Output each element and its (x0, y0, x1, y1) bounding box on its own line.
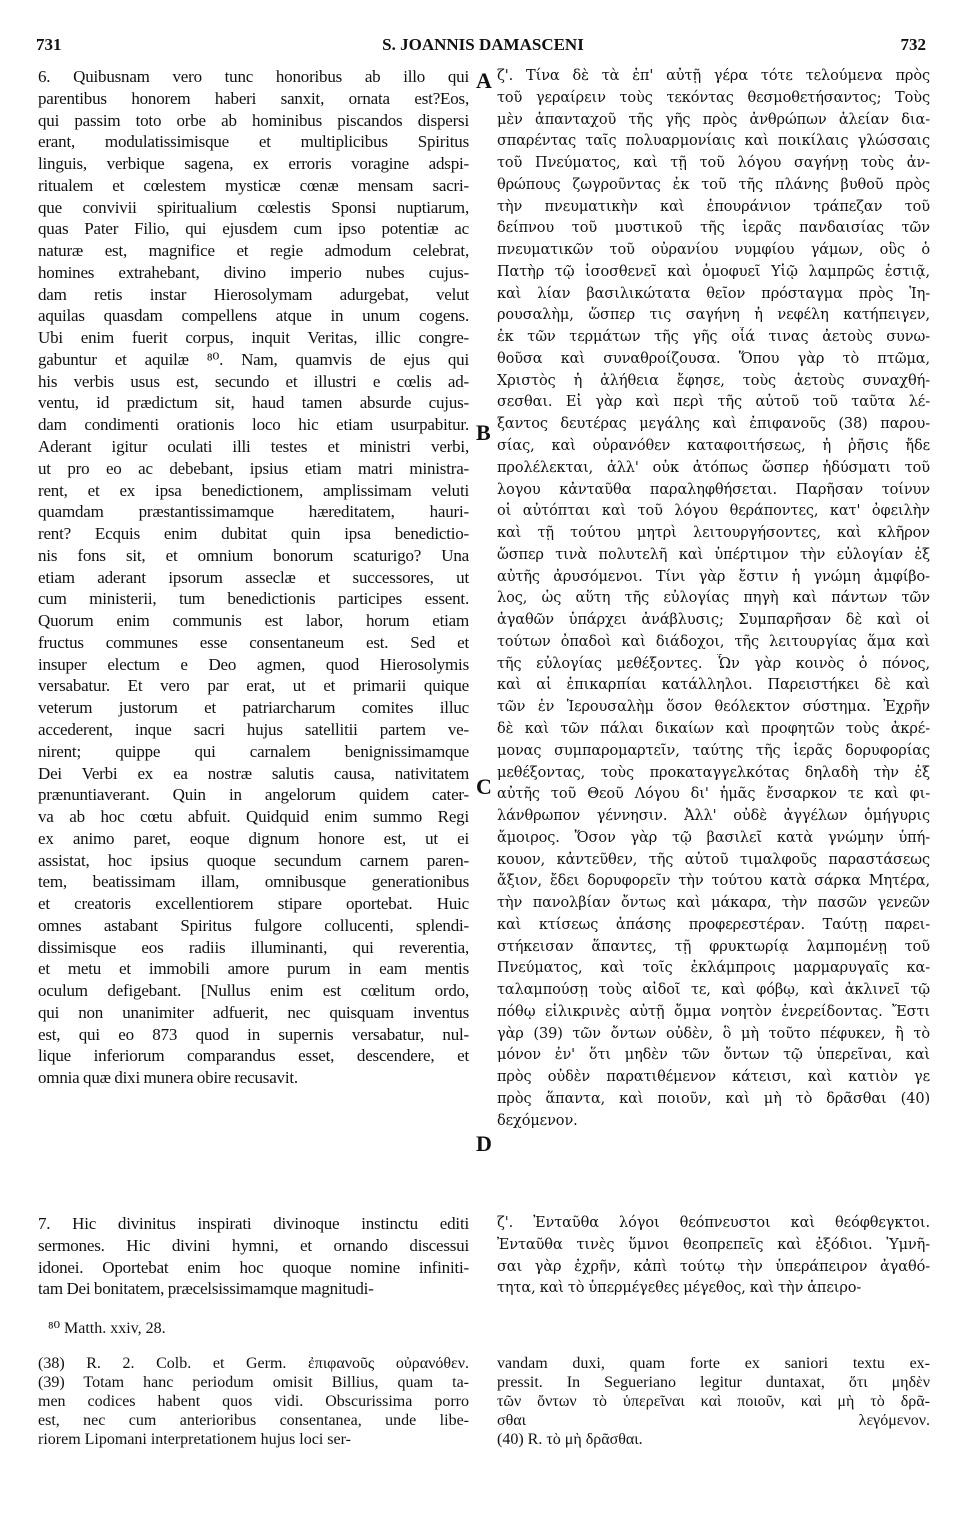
greek-text-line: μὲν ἁπανταχοῦ τῆς γῆς πρὸς ἀνθρώπων ἁλείαν δια- (497, 111, 930, 128)
latin-text-line: oculum defigebant. [Nullus enim est cœlitum ordo, (38, 981, 469, 1001)
latin-text-line: ventu, id prædictum sit, haud tamen absurde cujus- (38, 393, 469, 413)
greek-text-line: ἀγαθῶν ὑπάρχει ἀνάβλυσις; Συμπαρῆσαν δὲ καὶ οἱ (497, 612, 930, 629)
latin-text-line: va ab hoc cœtu abfuit. Quidquid enim summo Regi (38, 807, 469, 827)
note-line: est, nec cum anterioribus consentanea, unde libe- (38, 1412, 469, 1429)
latin-text-line: fructus communes esse consentaneum est. Sed et (38, 632, 469, 652)
greek-section-7 (497, 1213, 930, 1300)
greek-text-line: λος, ὡς αὕτη τῆς εὐλογίας πηγὴ καὶ πάντων τῶν (497, 590, 930, 607)
greek-text-line: ἄμοιρος. Ὅσον γὰρ τῷ βασιλεῖ κατὰ γνώμην ὑπή- (497, 829, 930, 846)
latin-text-line: est, qui eo 873 quod in supernis versabatur, nul- (38, 1024, 469, 1044)
latin-text-line: gabuntur et aquilæ ⁸⁰. Nam, quamvis de ejus qui (38, 349, 469, 369)
greek-text-line: δὲ καὶ τῶν πάλαι δικαίων καὶ προφητῶν τοὺς ἀκρέ- (497, 720, 930, 737)
running-title: S. JOANNIS DAMASCENI (382, 35, 584, 54)
latin-text-line: et creatoris excellentiorem stipare oportebat. Huic (38, 894, 469, 914)
latin-section-7 (38, 1213, 469, 1300)
note-line: riorem Lipomani interpretationem hujus loci ser- (38, 1431, 351, 1448)
greek-text-line: αὐτῆς ἀρυσόμενοι. Τίνι γὰρ ἔστιν ἡ γνώμη ἀμφίβο- (497, 568, 930, 585)
greek-text-line: ζ'. Τίνα δὲ τὰ ἐπ' αὐτῇ γέρα τότε τελούμενα πρὸς (497, 68, 930, 84)
greek-text-line: Πνεύματος, καὶ τοῖς ἐκλάμπροις μαρμαρυγαῖς κα- (497, 960, 930, 977)
note-line: (40) R. τὸ μὴ δρᾶσθαι. (497, 1431, 643, 1448)
latin-text-line: linguis, verbique sagena, ex erroris voragine adspi- (38, 154, 469, 174)
latin-text-line: Ubi enim fuerit corpus, inquit Veritas, illic congre- (38, 328, 469, 348)
latin-text-line: naturæ est, magnifice et regie admodum celebrat, (38, 241, 469, 261)
margin-marker-b: B (476, 420, 491, 445)
latin-text-line: veterum justorum et patriarcharum comites illuc (38, 698, 469, 718)
greek-text-line: λάνθρωπον γέννησιν. Ἀλλ' οὐδὲ ἀγγέλων ὁμήγυρις (497, 808, 930, 825)
greek-text-line: μονας συμπαρομαρτεῖν, ταύτης τῆς ἱερᾶς δορυφορίας (497, 742, 930, 759)
greek-text-line: ρουσαλὴμ, ὥσπερ τις σαγήνη ἡ νεφέλη κατήπειγεν, (497, 307, 930, 324)
latin-text-line: etiam aderant ipsorum asseclæ et successores, ut (38, 567, 469, 587)
right-page-number: 732 (900, 35, 926, 54)
latin-text-line: dam retis instar Hierosolymam adurgebat, velut (38, 284, 469, 304)
greek-text-line: στήκεισαν ἅπαντες, τῇ φρυκτωρίᾳ λαμπομένῃ τοῦ (497, 938, 930, 955)
latin-text-line: tem, beatissimam illam, omnibusque generationibus (38, 872, 469, 892)
greek-text-line: πνευματικῶν τοῦ οὐρανίου νυμφίου γάμων, οὓς ὁ (497, 242, 930, 259)
latin-text-line: omnes astabant Spiritus fulgore collucenti, splendi- (38, 915, 469, 935)
latin-text-line: aquilas quasdam compellens atque in unum cogens. (38, 306, 469, 326)
greek-text-line: τὴν πανολβίαν ὄντως καὶ μάκαρα, τὴν πασῶν γενεῶν (497, 895, 930, 912)
note-line: pressit. In Segueriano legitur duntaxat, ὅτι μηδὲν (497, 1374, 930, 1391)
latin-text-line: tam Dei bonitatem, præcelsissimamque magnitudi- (38, 1279, 374, 1299)
greek-text-line: ἄξιον, ἔδει δορυφορεῖν τὴν τούτου κατὰ σάρκα Μητέρα, (497, 873, 930, 890)
latin-text-line: ritualem et cœlestem mysticæ cœnæ mensam sacri- (38, 175, 469, 195)
greek-text-line: ταλαμπούσῃ τοὺς αἰδοῖ τε, καὶ φόβῳ, καὶ ἀκλινεῖ τῷ (497, 982, 930, 999)
greek-text-line: μόνον ἐν' ὅτι μηδὲν τῶν ὄντων τῷ ὑπερεῖναι, καὶ (497, 1047, 930, 1064)
greek-text-line: δεχόμενον. (497, 1112, 578, 1129)
greek-text-line: ὥσπερ τινὰ πολυτελῆ καὶ ὑπέρτιμον τὴν εὐλογίαν ἐξ (497, 546, 930, 563)
greek-text-line: καὶ κτίσεως ἁπάσης προφερεστέραν. Ταύτῃ παρει- (497, 916, 930, 933)
latin-text-line: his verbis usus est, secundo et illustri e cœlis ad- (38, 371, 469, 391)
latin-text-line: nirent; quippe qui carnalem benignissimamque (38, 741, 469, 761)
latin-text-line: rent, et ex ipsa benedictionem, amplissimam veluti (38, 480, 469, 500)
latin-column (38, 66, 469, 1089)
greek-text-line: ξαντος δευτέρας μεγάλης καὶ ἐπιφανοῦς (38) παρου- (497, 416, 930, 433)
latin-text-line: insuper electum e Deo agmen, quod Hierosolymis (38, 654, 469, 674)
notes-left (38, 1354, 469, 1449)
latin-text-line: idonei. Oportebat enim hoc quoque nomine infiniti- (38, 1257, 469, 1277)
latin-text-line: Quorum enim communis est labor, horum etiam (38, 611, 469, 631)
latin-text-line: nis fons sit, et omnium bonorum scaturigo? Una (38, 545, 469, 565)
margin-marker-a: A (476, 68, 492, 93)
greek-text-line: τητα, καὶ τὸ ὑπερμέγεθες μέγεθος, καὶ τὴν ἀπειρο- (497, 1280, 862, 1297)
latin-text-line: ex animo paret, eoque dignum honore est, ut ei (38, 828, 469, 848)
latin-text-line: quamdam præstantissimamque hæreditatem, hauri- (38, 502, 469, 522)
latin-text-line: 6. Quibusnam vero tunc honoribus ab illo qui (38, 67, 469, 86)
greek-text-line: λογου κἀνταῦθα παραληφθήσεται. Παρῆσαν τοίνυν (497, 481, 930, 498)
latin-text-line: parentibus honorem haberi sanxit, ornata est?Eos, (38, 88, 469, 108)
greek-text-line: σπαρέντας ταῖς πολυαρμονίαις καὶ ποικίλαις γλώσσαις (497, 133, 930, 150)
latin-text-line: dissimisque eos radiis illuminanti, qui reverentia, (38, 937, 469, 957)
latin-text-line: lique inferiorum comparandus esset, descendere, et (38, 1046, 469, 1066)
margin-marker-d: D (476, 1131, 492, 1156)
latin-text-line: sermones. Hic divini hymni, et ornando discessui (38, 1235, 469, 1255)
greek-text-line: τοῦ γεραίρειν τοὺς τεκόντας θεσμοθετήσαντος; Τοὺς (497, 89, 930, 106)
greek-text-line: σίας, καὶ οὐρανόθεν καταφοιτήσεως, ἡ ῥῆσις ἤδε (497, 438, 930, 455)
latin-text-line: cum ministerii, tum benedictionis participes essent. (38, 589, 469, 609)
latin-text-line: ut pro eo ac debebant, ipsius etiam matri ministra- (38, 458, 469, 478)
greek-text-line: τὴν πνευματικὴν καὶ ἐπουράνιον τράπεζαν τοῦ (497, 198, 930, 215)
greek-text-line: γὰρ (39) τῶν ὄντων οὐδὲν, ὃ μὴ τοῦτο πέφυκεν, ἢ τὸ (497, 1025, 930, 1042)
greek-text-line: ζ'. Ἐνταῦθα λόγοι θεόπνευστοι καὶ θεόφθεγκτοι. (497, 1215, 930, 1231)
latin-text-line: Dei Verbi ex ea nostræ salutis causa, nativitatem (38, 763, 469, 783)
note-line: σθαι λεγόμενον. (497, 1412, 930, 1429)
latin-text-line: et metu et immobili amore purum in eam mentis (38, 959, 469, 979)
greek-text-line: Χριστὸς ἡ ἀλήθεια ἔφησε, τοὺς ἀετοὺς συναχθή- (497, 372, 930, 389)
latin-text-line: prænuntiaverant. Quin in angelorum quidem cater- (38, 785, 469, 805)
greek-text-line: θρώπους ζωγροῦντας ἐκ τοῦ τῆς πλάνης βυθοῦ πρὸς (497, 176, 930, 193)
latin-text-line: accederent, inque sacri hujus satellitii partem ve- (38, 719, 469, 739)
greek-text-line: καὶ αἱ ἐπικαρπίαι κατάλληλοι. Παρειστήκει δὲ καὶ (497, 677, 930, 694)
greek-text-line: δείπνου τοῦ μυστικοῦ τῆς ἱερᾶς πανδαισίας τῶν (497, 220, 930, 237)
greek-text-line: σεσθαι. Εἰ γὰρ καὶ περὶ τῆς αὐτοῦ τοῦ ταῦτα λέ- (497, 394, 930, 411)
greek-text-line: Πατὴρ τῷ ἰσοσθενεῖ καὶ ὁμοφυεῖ Υἱῷ λαμπρῶς ἑστιᾷ, (497, 263, 930, 280)
greek-text-line: τοῦ Πνεύματος, καὶ τῇ τοῦ λόγου σαγήνῃ τοὺς ἀν- (497, 155, 930, 172)
greek-text-line: κουον, κἀντεῦθεν, τῆς αὐτοῦ τιμαλφοῦς παραστάσεως (497, 851, 930, 868)
latin-footnote: ⁸⁰ Matth. xxiv, 28. (48, 1320, 166, 1337)
greek-text-line: τῶν ἐν Ἱερουσαλὴμ ὅσον θεόλεκτον σύστημα. Ἐχρῆν (497, 699, 930, 716)
greek-text-line: πρὸς ἅπαντα, καὶ ποιοῦν, καὶ μὴ τὸ δρᾶσθαι (40) (497, 1090, 930, 1107)
latin-text-line: Aderant igitur oculati illi testes et ministri verbi, (38, 437, 469, 457)
greek-text-line: αὐτῆς τοῦ Θεοῦ Λόγου δι' ἡμᾶς ἔνσαρκον τε καὶ φι- (497, 786, 930, 803)
greek-text-line: τῆς εὐλογίας μεθέξοντες. Ὧν γὰρ κοινὸς ὁ πόνος, (497, 655, 930, 672)
latin-text-line: quas Pater Filio, qui ejusdem cum ipso potentiæ ac (38, 219, 469, 239)
note-line: (38) R. 2. Colb. et Germ. ἐπιφανοῦς οὐρανόθεν. (38, 1355, 469, 1372)
latin-text-line: versabatur. Et vero par erat, ut et primarii quique (38, 676, 469, 696)
note-line: vandam duxi, quam forte ex saniori textu ex- (497, 1355, 930, 1372)
latin-text-line: qui non unanimiter adfuerit, nec quisquam inventus (38, 1002, 469, 1022)
latin-text-line: rent? Ecquis enim dubitat quin ipsa benedictio- (38, 524, 469, 544)
margin-marker-c: C (476, 774, 492, 799)
greek-text-line: σαι γὰρ ἐχρῆν, κἀπὶ τούτῳ τὴν ὑπεράπειρον ἀγαθό- (497, 1258, 930, 1275)
latin-text-line: assistat, hoc ipsius quoque secundum carnem paren- (38, 850, 469, 870)
latin-text-line: homines extrahebant, divino imperio nubes cujus- (38, 262, 469, 282)
greek-text-line: προλέλεκται, ἀλλ' οὐκ ἀτόπως ὥσπερ ἡδύσματι τοῦ (497, 459, 930, 476)
greek-text-line: καὶ λίαν βασιλικώτατα θεῖον πρόσταγμα πρὸς Ἱη- (497, 285, 930, 302)
latin-text-line: qui passim toto orbe ab hominibus piscandos dispersi (38, 110, 469, 130)
latin-text-line: que convivii spiritualium cœlestis Sponsi nuptiarum, (38, 197, 469, 217)
latin-text-line: 7. Hic divinitus inspirati divinoque instinctu editi (38, 1214, 469, 1233)
note-line: men codices habent quos vidi. Obscurissima porro (38, 1393, 469, 1410)
note-line: τῶν ὄντων τὸ ὑπερεῖναι καὶ ποιοῦν, καὶ μὴ τὸ δρᾶ- (497, 1393, 930, 1410)
greek-column (497, 66, 930, 1133)
greek-text-line: τούτων ὀπαδοὶ καὶ διάδοχοι, τῆς λειτουργίας ἅμα καὶ (497, 633, 930, 650)
left-page-number: 731 (36, 35, 62, 54)
greek-text-line: μεθέξοντας, τοὺς προκαταγγελκότας δηλαδὴ τὴν ἐξ (497, 764, 930, 781)
greek-text-line: θοῦσα καὶ συναθροίζουσα. Ὅπου γὰρ τὸ πτῶμα, (497, 350, 930, 367)
note-line: (39) Totam hanc periodum omisit Billius, quam ta- (38, 1374, 469, 1391)
greek-text-line: Ἐνταῦθα τινὲς ὕμνοι θεοπρεπεῖς καὶ ἐξόδιοι. Ὑμνῆ- (497, 1236, 930, 1253)
notes-right (497, 1354, 930, 1449)
greek-text-line: καὶ τῇ τούτου μητρὶ λειτουργήσοντες, καὶ κλῆρον (497, 525, 930, 542)
greek-text-line: οἱ αὐτόπται καὶ τοῦ λόγου θεράποντες, κατ' ὀφειλὴν (497, 503, 930, 520)
latin-text-line: omnia quæ dixi munera obire recusavit. (38, 1068, 298, 1088)
greek-text-line: ἐκ τῶν τερμάτων τῆς γῆς οἷά τινας ἀετοὺς συνω- (497, 329, 930, 346)
latin-text-line: erant, modulatissimisque et multiplicibus Spiritus (38, 132, 469, 152)
latin-text-line: dam condimenti orationis loco hic etiam usurpabitur. (38, 415, 469, 435)
greek-text-line: πόθῳ εἰλικρινὲς αὐτῇ ὄμμα νοητὸν ἐνερείδοντας. Ἔστι (497, 1003, 930, 1020)
greek-text-line: πρὸς οὐδὲν παρατιθέμενον κάτεισι, καὶ κατιὸν γε (497, 1069, 930, 1086)
